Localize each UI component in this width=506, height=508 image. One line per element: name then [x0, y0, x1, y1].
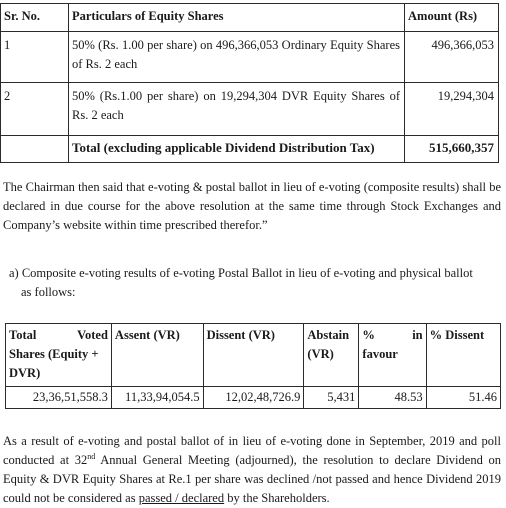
- result-paragraph: [3, 432, 501, 508]
- header-particulars: Particulars of Equity Shares: [69, 4, 405, 32]
- table-row: [1, 32, 499, 83]
- total-label: Total (excluding applicable Dividend Distribution Tax): [69, 136, 405, 163]
- total-empty-cell: [1, 136, 69, 163]
- voting-table-header: [6, 324, 501, 387]
- chairman-paragraph: The Chairman then said that e-voting & postal ballot in lieu of e-voting (composite results) shall be declared in due course for the above resolution at the same time through Stock Exchanges and Company’s website within time prescribed therefor.”: [3, 180, 501, 232]
- result-text-part2: Annual General Meeting (adjourned), the resolution to declare Dividend on Equity & DVR Equity Shares at Re.1 per share was declined /not passed and hence Dividend 2019 could not be considered as: [3, 453, 502, 505]
- voting-results-table: [5, 323, 501, 409]
- header-abstain: Abstain (VR): [304, 324, 359, 387]
- result-text-part1: As a result of e-voting and postal ballot of in lieu of e-voting done in September, 2019 and poll conducted at 32: [3, 434, 501, 467]
- value-percent-favour: 48.53: [359, 387, 426, 409]
- header-sr-no: Sr. No.: [1, 4, 69, 32]
- row-amount: 496,366,053: [405, 32, 499, 83]
- header-favour-word: favour: [362, 347, 398, 361]
- header-in-word: in: [412, 328, 423, 342]
- header-assent: Assent (VR): [111, 324, 203, 387]
- result-text-tail: by the Shareholders.: [224, 491, 330, 505]
- header-total-word: Total: [9, 328, 37, 342]
- header-percent-dissent: % Dissent: [426, 324, 500, 387]
- passed-declared-underlined: passed / declared: [138, 491, 225, 505]
- header-shares-equity-dvr: Shares (Equity + DVR): [9, 347, 99, 380]
- row-amount: 19,294,304: [405, 83, 499, 136]
- row-sr-no: 1: [1, 32, 69, 83]
- header-percent-sign: %: [362, 328, 375, 342]
- table-row: [1, 83, 499, 136]
- voting-results-intro: [9, 264, 499, 302]
- row-particulars: 50% (Rs. 1.00 per share) on 496,366,053 Ordinary Equity Shares of Rs. 2 each: [69, 32, 405, 83]
- value-assent: 11,33,94,054.5: [111, 387, 203, 409]
- header-dissent: Dissent (VR): [203, 324, 304, 387]
- row-sr-no: 2: [1, 83, 69, 136]
- header-total-voted-shares: [6, 324, 112, 387]
- value-total-voted: 23,36,51,558.3: [6, 387, 112, 409]
- header-percent-favour: [359, 324, 426, 387]
- ordinal-suffix: nd: [87, 451, 96, 461]
- header-voted-word: Voted: [77, 328, 108, 342]
- voting-results-intro-line2: as follows:: [21, 285, 76, 299]
- header-amount: Amount (Rs): [405, 4, 499, 32]
- value-dissent: 12,02,48,726.9: [203, 387, 304, 409]
- dividend-table-header: [1, 4, 499, 32]
- dividend-table: [0, 3, 499, 163]
- total-row: [1, 136, 499, 163]
- voting-results-intro-line1: a) Composite e-voting results of e-voting Postal Ballot in lieu of e-voting and physical ballot: [9, 266, 473, 280]
- total-amount: 515,660,357: [405, 136, 499, 163]
- value-percent-dissent: 51.46: [426, 387, 500, 409]
- value-abstain: 5,431: [304, 387, 359, 409]
- row-particulars: 50% (Rs.1.00 per share) on 19,294,304 DVR Equity Shares of Rs. 2 each: [69, 83, 405, 136]
- table-row: [6, 387, 501, 409]
